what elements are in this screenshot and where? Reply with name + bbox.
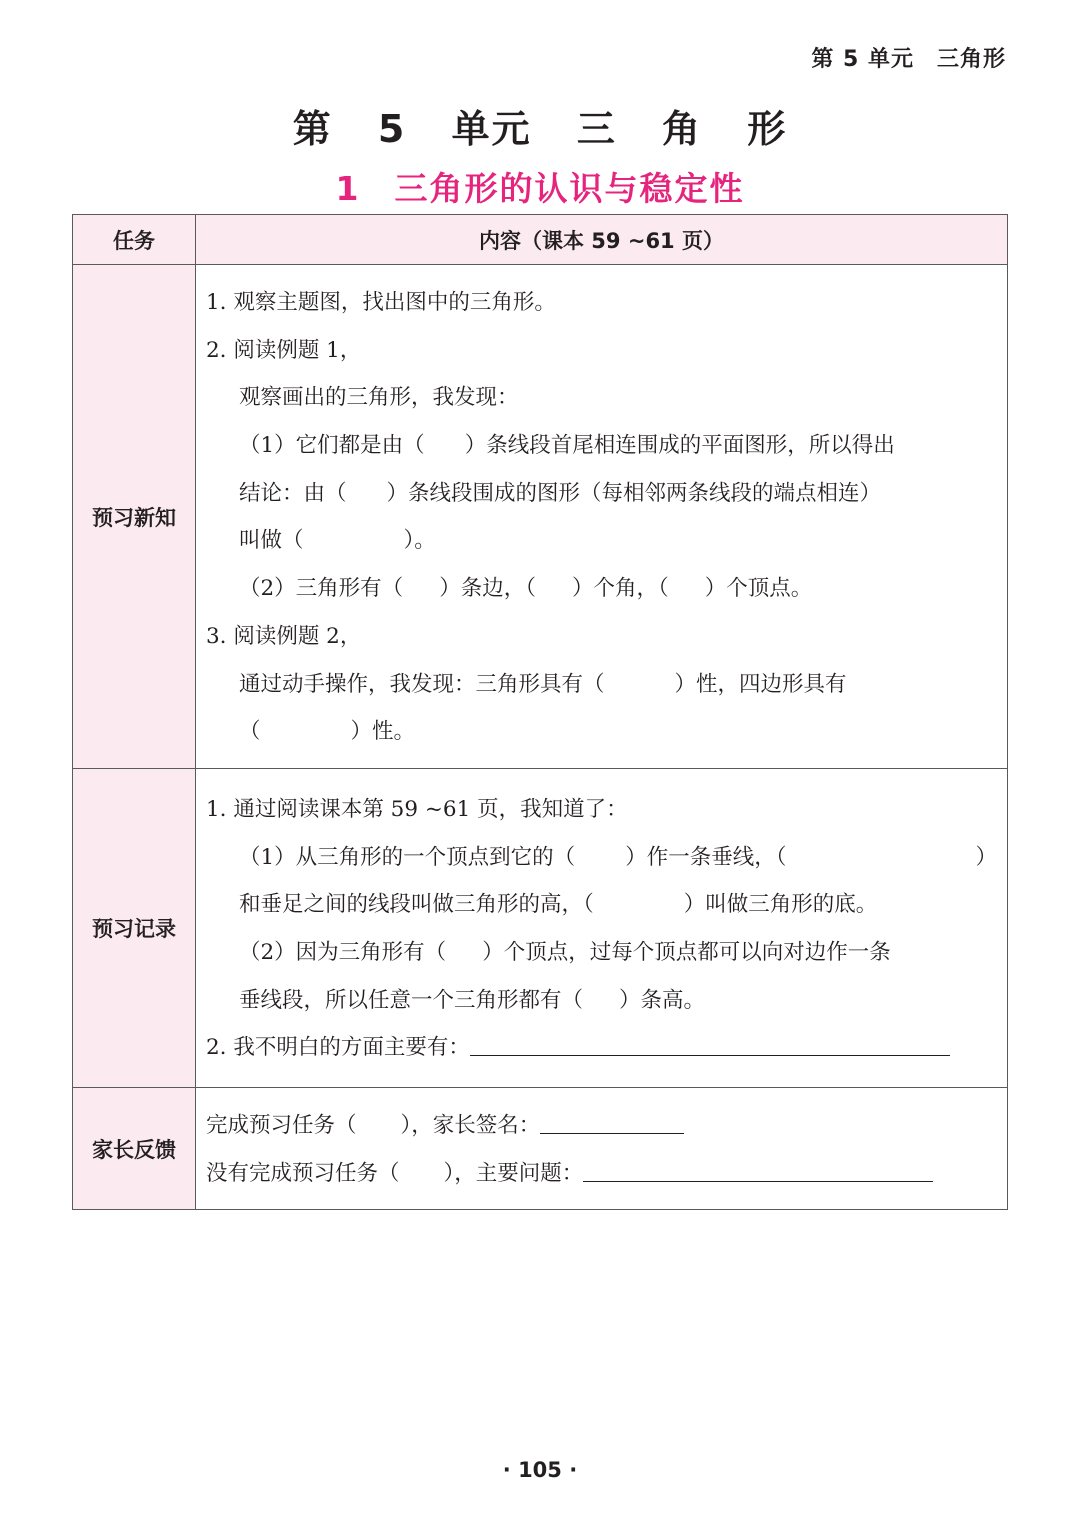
table-row (73, 769, 1008, 1088)
content-line (196, 929, 1007, 977)
unit-title: 第 5 单元 三 角 形 (292, 107, 788, 151)
text-segment: ）性，四边形具有 (674, 671, 847, 697)
text-segment: ）条高。 (619, 987, 706, 1013)
content-line (196, 1150, 1007, 1198)
text-segment: ）作一条垂线，（ (625, 844, 787, 870)
content-line: 观察画出的三角形，我发现： (239, 385, 519, 411)
page-number: · 105 · (502, 1458, 578, 1482)
text-segment: （1）从三角形的一个顶点到它的（ (239, 844, 576, 870)
content-line: 2. 阅读例题 1， (206, 337, 362, 363)
text-segment: ）叫做三角形的底。 (683, 892, 878, 918)
lesson-name: 三角形的认识与稳定性 (394, 169, 745, 208)
text-segment: （2）三角形有（ (239, 576, 404, 602)
text-segment: ），家长签名： (400, 1113, 541, 1138)
content-line (196, 470, 1007, 518)
lesson-title (0, 163, 1080, 210)
text-segment: 结论：由（ (239, 480, 347, 506)
text-segment: ）。 (403, 528, 436, 554)
text-segment: 和垂足之间的线段叫做三角形的高，（ (239, 892, 594, 918)
text-segment: 叫做（ (239, 528, 304, 554)
row-body-preview-new (196, 265, 1008, 769)
header-task: 任务 (73, 215, 196, 265)
content-line: 3. 阅读例题 2， (206, 623, 362, 649)
content-line (196, 881, 1007, 929)
table-row (73, 1088, 1008, 1210)
content-line (196, 661, 1007, 709)
content-line (196, 977, 1007, 1025)
content-line (196, 1024, 1007, 1072)
text-segment: ）条线段首尾相连围成的平面图形，所以得出 (464, 433, 895, 459)
row-body-preview-record (196, 769, 1008, 1088)
content-line (196, 565, 1007, 613)
table-row (73, 265, 1008, 769)
text-segment: ），主要问题： (443, 1160, 584, 1186)
content-line (196, 708, 1007, 756)
table-header-row (73, 215, 1008, 265)
preview-task-table (72, 214, 1008, 1210)
row-body-parent-feedback (196, 1088, 1008, 1210)
text-segment: ） (975, 844, 997, 870)
text-segment: ）条边，（ (439, 576, 536, 602)
text-segment: ）个顶点。 (704, 576, 813, 602)
problem-underline[interactable] (583, 1157, 933, 1182)
row-label-preview-record: 预习记录 (73, 769, 196, 1088)
content-line: 1. 观察主题图，找出图中的三角形。 (206, 290, 556, 315)
text-segment: 通过动手操作，我发现：三角形具有（ (239, 671, 605, 697)
lesson-number: 1 (335, 169, 361, 208)
header-content: 内容（课本 59 ~61 页） (196, 215, 1008, 265)
running-header: 第 5 单元 三角形 (811, 47, 1006, 72)
text-segment: 2. 我不明白的方面主要有： (206, 1035, 470, 1061)
signature-underline[interactable] (540, 1109, 684, 1134)
content-line (196, 1102, 1007, 1150)
text-segment: 完成预习任务（ (206, 1113, 357, 1138)
text-segment: （ (239, 719, 261, 745)
text-segment: ）性。 (350, 719, 416, 745)
text-segment: （2）因为三角形有（ (239, 940, 447, 966)
text-segment: ）条线段围成的图形（每相邻两条线段的端点相连） (386, 480, 882, 506)
content-line (196, 834, 1007, 882)
content-line (196, 517, 1007, 565)
text-segment: 垂线段，所以任意一个三角形都有（ (239, 987, 584, 1013)
text-segment: 没有完成预习任务（ (206, 1160, 400, 1186)
text-segment: ）个角，（ (571, 576, 669, 602)
content-line (196, 422, 1007, 470)
text-segment: ）个顶点，过每个顶点都可以向对边作一条 (482, 940, 891, 966)
row-label-parent-feedback: 家长反馈 (73, 1088, 196, 1210)
answer-underline[interactable] (470, 1031, 950, 1056)
content-line: 1. 通过阅读课本第 59 ~61 页，我知道了： (206, 797, 628, 822)
row-label-preview-new: 预习新知 (73, 265, 196, 769)
text-segment: （1）它们都是由（ (239, 433, 425, 459)
